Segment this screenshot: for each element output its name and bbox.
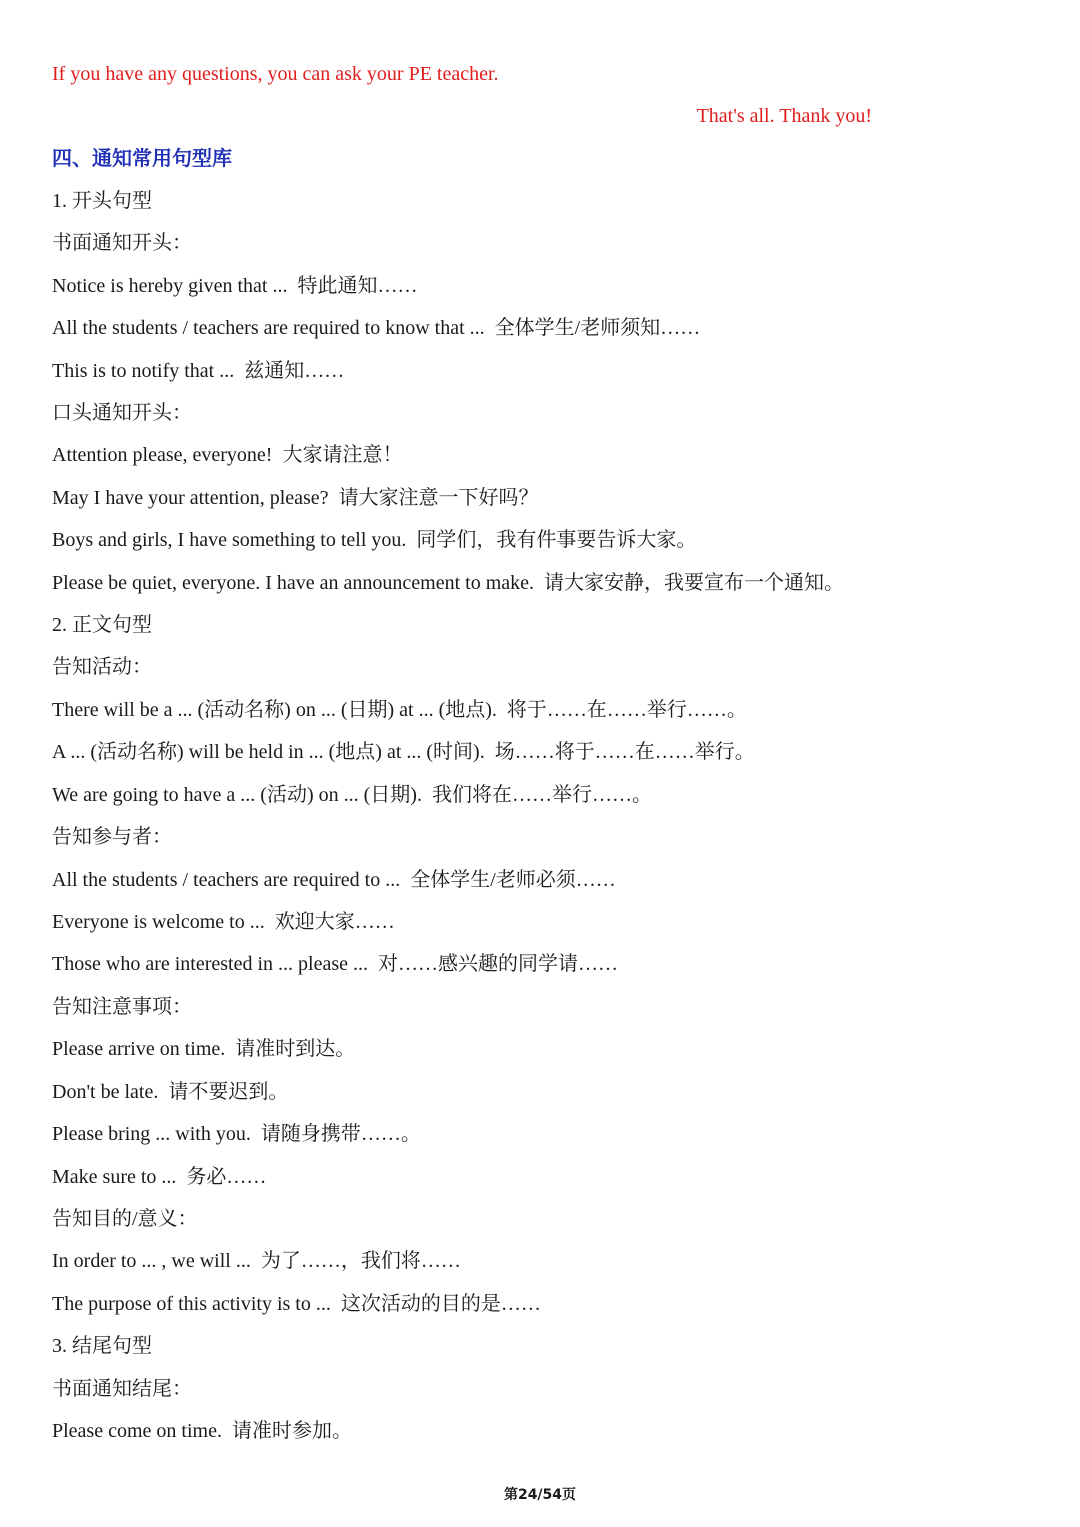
sentence-en: Please bring ... with you. <box>52 1123 251 1145</box>
sentence-zh: 场……将于……在……举行。 <box>494 741 755 763</box>
sentence-zh: 请准时到达。 <box>235 1038 356 1060</box>
sentence-row <box>52 1291 541 1317</box>
sentence-row <box>52 697 747 723</box>
sentence-en: Everyone is welcome to ... <box>52 911 265 933</box>
sentence-row <box>52 1164 266 1190</box>
sentence-zh: 同学们，我有件事要告诉大家。 <box>416 529 697 551</box>
sentence-en: There will be a ... (活动名称) on ... (日期) at ... (地点). <box>52 699 497 721</box>
sentence-en: Please be quiet, everyone. I have an announcement to make. <box>52 572 535 594</box>
sentence-row <box>52 442 402 468</box>
sentence-zh: 将于……在……举行……。 <box>506 699 747 721</box>
sentence-row <box>52 315 700 341</box>
purpose-label: 告知目的/意义： <box>52 1208 198 1230</box>
sentence-en: Attention please, everyone! <box>52 444 273 466</box>
sentence-row <box>52 485 539 511</box>
sentence-en: The purpose of this activity is to ... <box>52 1293 331 1315</box>
sentence-row <box>52 527 696 553</box>
sentence-en: A ... (活动名称) will be held in ... (地点) at ... (时间). <box>52 741 485 763</box>
sentence-row <box>52 1248 461 1274</box>
sentence-en: Notice is hereby given that ... <box>52 275 288 297</box>
page-number: 第24/54页 <box>503 1487 577 1503</box>
sentence-en: Boys and girls, I have something to tell you. <box>52 529 407 551</box>
activity-label: 告知活动： <box>52 656 152 678</box>
sentence-zh: 大家请注意！ <box>282 444 403 466</box>
sentence-zh: 兹通知…… <box>244 360 345 382</box>
sentence-en: Don't be late. <box>52 1081 159 1103</box>
sentence-row <box>52 358 344 384</box>
sentence-en: Those who are interested in ... please ... <box>52 953 369 975</box>
sentence-row <box>52 951 618 977</box>
part3-title: 3. 结尾句型 <box>52 1335 152 1357</box>
part1-title: 1. 开头句型 <box>52 190 152 212</box>
sentence-en: Please come on time. <box>52 1420 222 1442</box>
sentence-zh: 欢迎大家…… <box>274 911 395 933</box>
participants-label: 告知参与者： <box>52 826 172 848</box>
sentence-row <box>52 570 844 596</box>
sentence-row <box>52 867 616 893</box>
sentence-zh: 我们将在……举行……。 <box>431 784 652 806</box>
sentence-row <box>52 909 395 935</box>
written-closing-label: 书面通知结尾： <box>52 1378 192 1400</box>
closing-line: That's all. Thank you! <box>696 105 872 127</box>
questions-line: If you have any questions, you can ask your PE teacher. <box>52 63 499 85</box>
part2-title: 2. 正文句型 <box>52 614 152 636</box>
notes-label: 告知注意事项： <box>52 996 192 1018</box>
oral-opening-label: 口头通知开头： <box>52 402 192 424</box>
sentence-row <box>52 273 418 299</box>
sentence-zh: 对……感兴趣的同学请…… <box>378 953 619 975</box>
sentence-row <box>52 1036 355 1062</box>
section-heading: 四、通知常用句型库 <box>52 146 232 170</box>
sentence-zh: 这次活动的目的是…… <box>340 1293 541 1315</box>
sentence-zh: 全体学生/老师必须…… <box>410 869 616 891</box>
sentence-en: We are going to have a ... (活动) on ... (日期). <box>52 784 422 806</box>
sentence-en: In order to ... , we will ... <box>52 1250 251 1272</box>
sentence-en: All the students / teachers are required to ... <box>52 869 401 891</box>
sentence-zh: 全体学生/老师须知…… <box>494 317 701 339</box>
sentence-row <box>52 1121 421 1147</box>
sentence-en: This is to notify that ... <box>52 360 235 382</box>
sentence-row <box>52 739 755 765</box>
sentence-row <box>52 1079 288 1105</box>
sentence-zh: 特此通知…… <box>297 275 418 297</box>
sentence-en: Make sure to ... <box>52 1166 177 1188</box>
written-opening-label: 书面通知开头： <box>52 232 192 254</box>
sentence-en: May I have your attention, please? <box>52 487 329 509</box>
sentence-en: All the students / teachers are required to know that ... <box>52 317 485 339</box>
sentence-zh: 请准时参加。 <box>231 1420 352 1442</box>
sentence-row <box>52 1418 352 1444</box>
sentence-zh: 请不要迟到。 <box>168 1081 289 1103</box>
sentence-zh: 请随身携带……。 <box>260 1123 421 1145</box>
sentence-zh: 请大家安静，我要宣布一个通知。 <box>544 572 845 594</box>
sentence-zh: 请大家注意一下好吗？ <box>338 487 539 509</box>
sentence-row <box>52 782 652 808</box>
sentence-zh: 务必…… <box>186 1166 267 1188</box>
sentence-zh: 为了……，我们将…… <box>260 1250 461 1272</box>
sentence-en: Please arrive on time. <box>52 1038 226 1060</box>
